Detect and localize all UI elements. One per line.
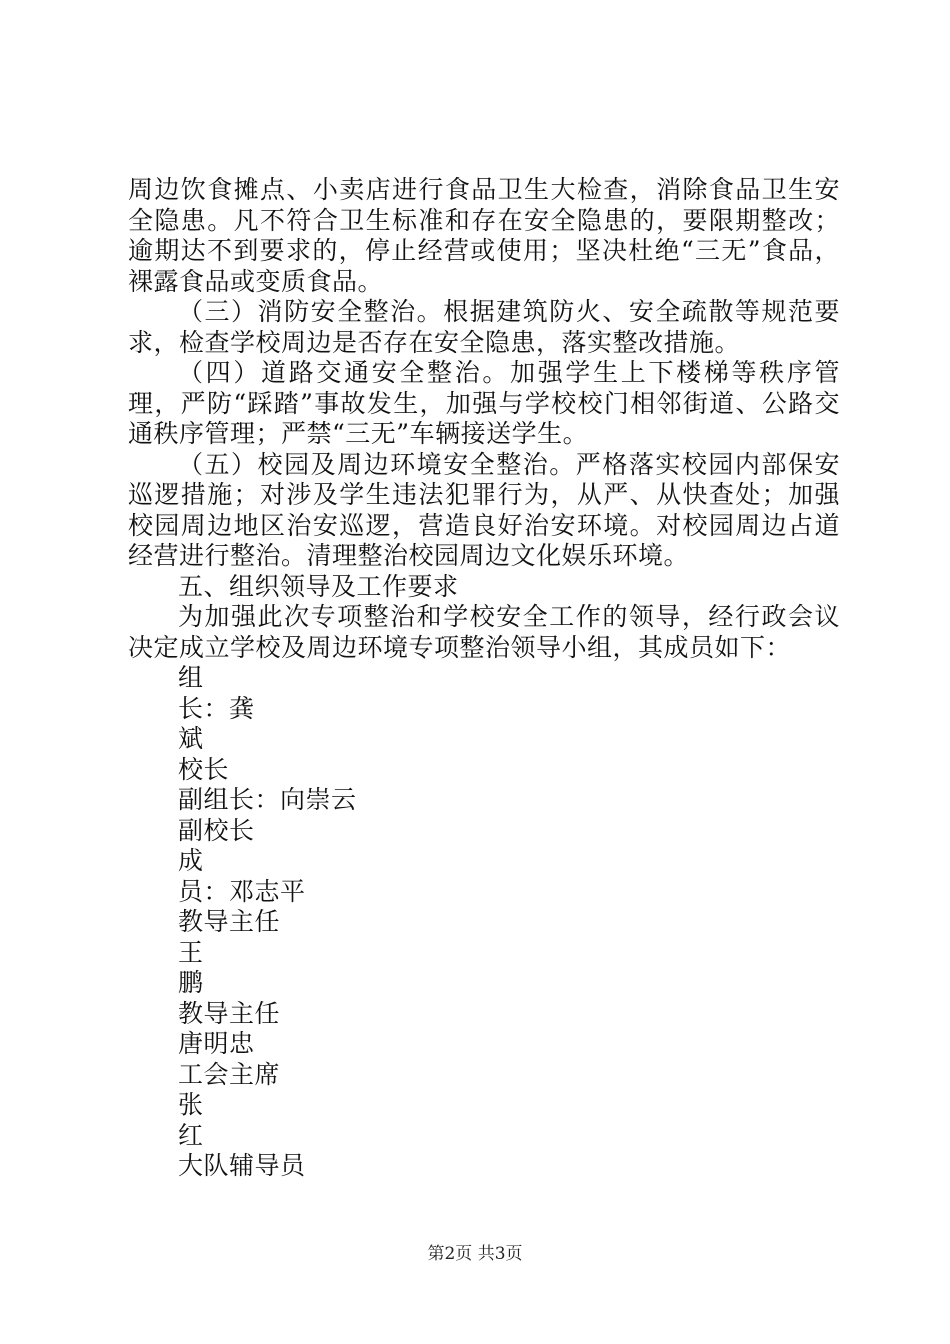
list-item: 组 <box>178 663 204 692</box>
list-item: 斌 <box>178 724 204 753</box>
page-number-footer: 第2页 共3页 <box>427 1244 523 1264</box>
list-item: 工会主席 <box>178 1059 281 1089</box>
list-item: 副组长：向崇云 <box>178 785 357 814</box>
list-item: 员：邓志平 <box>178 876 306 906</box>
list-item: 教导主任 <box>178 907 281 936</box>
list-item: 鹏 <box>178 968 204 997</box>
paragraph-food-safety: 周边饮食摊点、小卖店进行食品卫生大检查，消除食品卫生安全隐患。凡不符合卫生标准和存在安全隐患的，要限期整改；逾期达不到要求的，停止经营或使用；坚决杜绝“三无”食品，裸露食品或变质食品。 <box>128 175 840 296</box>
paragraph-leadership-group: 为加强此次专项整治和学校安全工作的领导，经行政会议决定成立学校及周边环境专项整治领导小组，其成员如下： <box>128 602 840 662</box>
section-heading-organization: 五、组织领导及工作要求 <box>178 571 459 601</box>
paragraph-fire-safety: （三）消防安全整治。根据建筑防火、安全疏散等规范要求，检查学校周边是否存在安全隐患，落实整改措施。 <box>128 297 840 357</box>
list-item: 成 <box>178 846 204 875</box>
list-item: 教导主任 <box>178 998 281 1028</box>
list-item: 大队辅导员 <box>178 1151 306 1180</box>
paragraph-traffic-safety: （四）道路交通安全整治。加强学生上下楼梯等秩序管理，严防“踩踏”事故发生，加强与学校校门相邻街道、公路交通秩序管理；严禁“三无”车辆接送学生。 <box>128 358 840 448</box>
list-item: 副校长 <box>178 815 255 845</box>
member-list <box>128 663 840 1182</box>
paragraph-campus-environment: （五）校园及周边环境安全整治。严格落实校园内部保安巡逻措施；对涉及学生违法犯罪行为，从严、从快查处；加强校园周边地区治安巡逻，营造良好治安环境。对校园周边占道经营进行整治。清理整治校园周边文化娱乐环境。 <box>128 449 840 570</box>
list-item: 校长 <box>178 754 230 784</box>
list-item: 张 <box>178 1090 204 1119</box>
list-item: 唐明忠 <box>178 1029 255 1058</box>
list-item: 红 <box>178 1120 204 1150</box>
list-item: 王 <box>178 937 204 967</box>
document-body <box>128 175 840 1182</box>
list-item: 长：龚 <box>178 693 255 723</box>
